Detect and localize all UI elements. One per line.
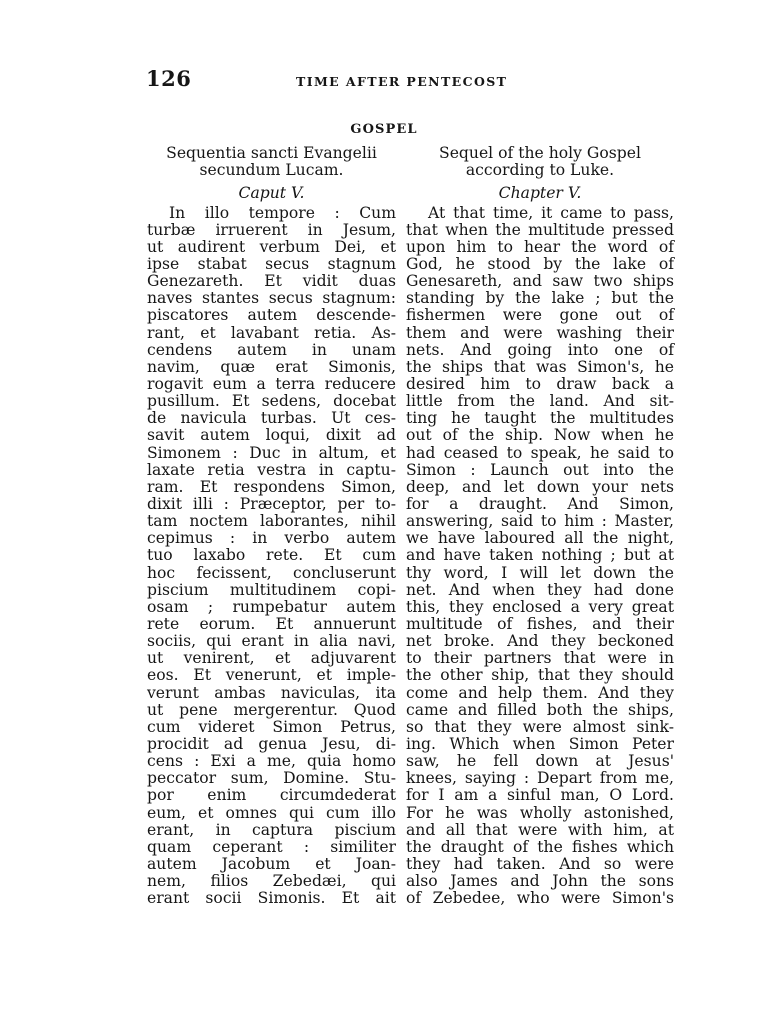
latin-text-line: ut audirent verbum Dei, et (147, 237, 396, 256)
english-text-line: For he was wholly astonished, (406, 803, 674, 822)
running-head: TIME AFTER PENTECOST (296, 74, 508, 89)
latin-text-line: In illo tempore : Cum (169, 203, 396, 222)
english-text-line: for a draught. And Simon, (406, 495, 674, 513)
latin-text-line: eos. Et venerunt, et imple- (147, 666, 396, 685)
latin-text-line: nem, filios Zebedæi, qui (147, 872, 396, 891)
english-text-line: had ceased to speak, he said to (406, 443, 674, 462)
section-title: GOSPEL (350, 122, 418, 137)
latin-text-line: por enim circumdederat (147, 786, 396, 805)
latin-text-line: erant socii Simonis. Et ait (147, 889, 396, 908)
latin-text-line: naves stantes secus stagnum: (147, 289, 396, 308)
english-heading-line: according to Luke. (465, 161, 615, 180)
english-text-line: they had taken. And so were (406, 854, 674, 873)
latin-text-line: cepimus : in verbo autem (147, 529, 396, 548)
english-text-line: we have laboured all the night, (406, 529, 674, 548)
latin-heading-line: Sequentia sancti Evangelii (166, 144, 377, 162)
latin-text-line: turbæ irruerent in Jesum, (147, 220, 396, 239)
latin-text-line: eum, et omnes qui cum illo (147, 803, 396, 822)
latin-heading (147, 145, 396, 179)
english-text-line: that when the multitude pressed (406, 220, 674, 239)
latin-text-line: tam noctem laborantes, nihil (147, 512, 396, 531)
english-text-line: net. And when they had done (406, 580, 674, 599)
latin-text-line: piscium multitudinem copi- (147, 580, 396, 599)
latin-text-line: sociis, qui erant in alia navi, (147, 632, 396, 651)
latin-text-line: hoc fecissent, concluserunt (147, 563, 396, 582)
latin-text-line: ram. Et respondens Simon, (147, 477, 396, 496)
latin-text-line: Simonem : Duc in altum, et (147, 443, 396, 462)
latin-text-line: procidit ad genua Jesu, di- (147, 734, 396, 753)
english-text-line: thy word, I will let down the (406, 563, 674, 582)
latin-text-line: navim, quæ erat Simonis, (147, 357, 396, 376)
latin-chapter: Caput V. (238, 184, 305, 203)
latin-text-line: peccator sum, Domine. Stu- (147, 769, 396, 788)
english-text-line: the draught of the fishes which (406, 837, 674, 856)
latin-text-line: laxate retia vestra in captu- (147, 460, 396, 479)
english-text-line: Genesareth, and saw two ships (406, 272, 674, 291)
english-text-line: ing. Which when Simon Peter (406, 734, 674, 753)
latin-text-line: piscatores autem descende- (147, 306, 396, 325)
latin-text-line: erant, in captura piscium (147, 820, 396, 839)
english-text-line: and have taken nothing ; but at (406, 546, 674, 565)
latin-text-line: dixit illi : Præceptor, per to- (147, 495, 396, 513)
latin-text-line: quam ceperant : similiter (147, 837, 396, 856)
english-text-line: fishermen were gone out of (406, 306, 674, 325)
latin-text-line: pusillum. Et sedens, docebat (147, 392, 396, 411)
english-text-line: little from the land. And sit- (406, 392, 674, 411)
english-text-line: knees, saying : Depart from me, (406, 769, 674, 788)
latin-column (147, 145, 396, 907)
english-text-line: out of the ship. Now when he (406, 426, 674, 445)
page-number: 126 (146, 66, 192, 91)
english-text-line: deep, and let down your nets (406, 477, 674, 496)
latin-text-line: rant, et lavabant retia. As- (147, 323, 396, 342)
latin-text-line: rogavit eum a terra reducere (147, 375, 396, 394)
english-text-line: Simon : Launch out into the (406, 460, 674, 479)
english-text-line: them and were washing their (406, 323, 674, 342)
english-text-line: answering, said to him : Master, (406, 512, 674, 531)
english-text-line: multitude of fishes, and their (406, 614, 674, 633)
english-heading-line: Sequel of the holy Gospel (439, 144, 641, 162)
english-text-line: the ships that was Simon's, he (406, 357, 674, 376)
english-text-line: nets. And going into one of (406, 340, 674, 359)
latin-text-line: osam ; rumpebatur autem (147, 597, 396, 616)
english-text-line: and all that were with him, at (406, 820, 674, 839)
english-text-line: At that time, it came to pass, (428, 203, 674, 222)
english-text-line: ting he taught the multitudes (406, 409, 674, 428)
latin-text-line: ipse stabat secus stagnum (147, 255, 396, 274)
english-text-line: upon him to hear the word of (406, 237, 674, 256)
latin-text-line: Genezareth. Et vidit duas (147, 272, 396, 291)
english-text-line: to their partners that were in (406, 649, 674, 668)
latin-text (147, 205, 396, 908)
latin-text-line: ut pene mergerentur. Quod (147, 700, 396, 719)
english-text-line: also James and John the sons (406, 872, 674, 891)
latin-text-line: ut venirent, et adjuvarent (147, 649, 396, 668)
english-text-line: net broke. And they beckoned (406, 632, 674, 651)
english-text-line: standing by the lake ; but the (406, 289, 674, 308)
latin-text-line: rete eorum. Et annuerunt (147, 614, 396, 633)
english-text-line: the other ship, that they should (406, 666, 674, 685)
english-text-line: for I am a sinful man, O Lord. (406, 786, 674, 805)
english-text (406, 205, 674, 908)
latin-text-line: verunt ambas naviculas, ita (147, 683, 396, 702)
latin-text-line: cum videret Simon Petrus, (147, 717, 396, 736)
latin-text-line: autem Jacobum et Joan- (147, 854, 396, 873)
english-text-line: so that they were almost sink- (406, 717, 674, 736)
english-text-line: desired him to draw back a (406, 375, 674, 394)
english-text-line: came and filled both the ships, (406, 700, 674, 719)
latin-text-line: tuo laxabo rete. Et cum (147, 546, 396, 565)
english-text-line: come and help them. And they (406, 683, 674, 702)
english-column (406, 145, 674, 907)
english-chapter: Chapter V. (498, 184, 582, 203)
latin-text-line: cendens autem in unam (147, 340, 396, 359)
english-text-line: God, he stood by the lake of (406, 255, 674, 274)
english-text-line: this, they enclosed a very great (406, 597, 674, 616)
latin-heading-line: secundum Lucam. (199, 161, 344, 180)
english-text-line: saw, he fell down at Jesus' (406, 752, 674, 771)
english-text-line: of Zebedee, who were Simon's (406, 889, 674, 908)
latin-text-line: de navicula turbas. Ut ces- (147, 409, 396, 428)
english-heading (406, 145, 674, 179)
latin-text-line: cens : Exi a me, quia homo (147, 752, 396, 771)
latin-text-line: savit autem loqui, dixit ad (147, 426, 396, 445)
